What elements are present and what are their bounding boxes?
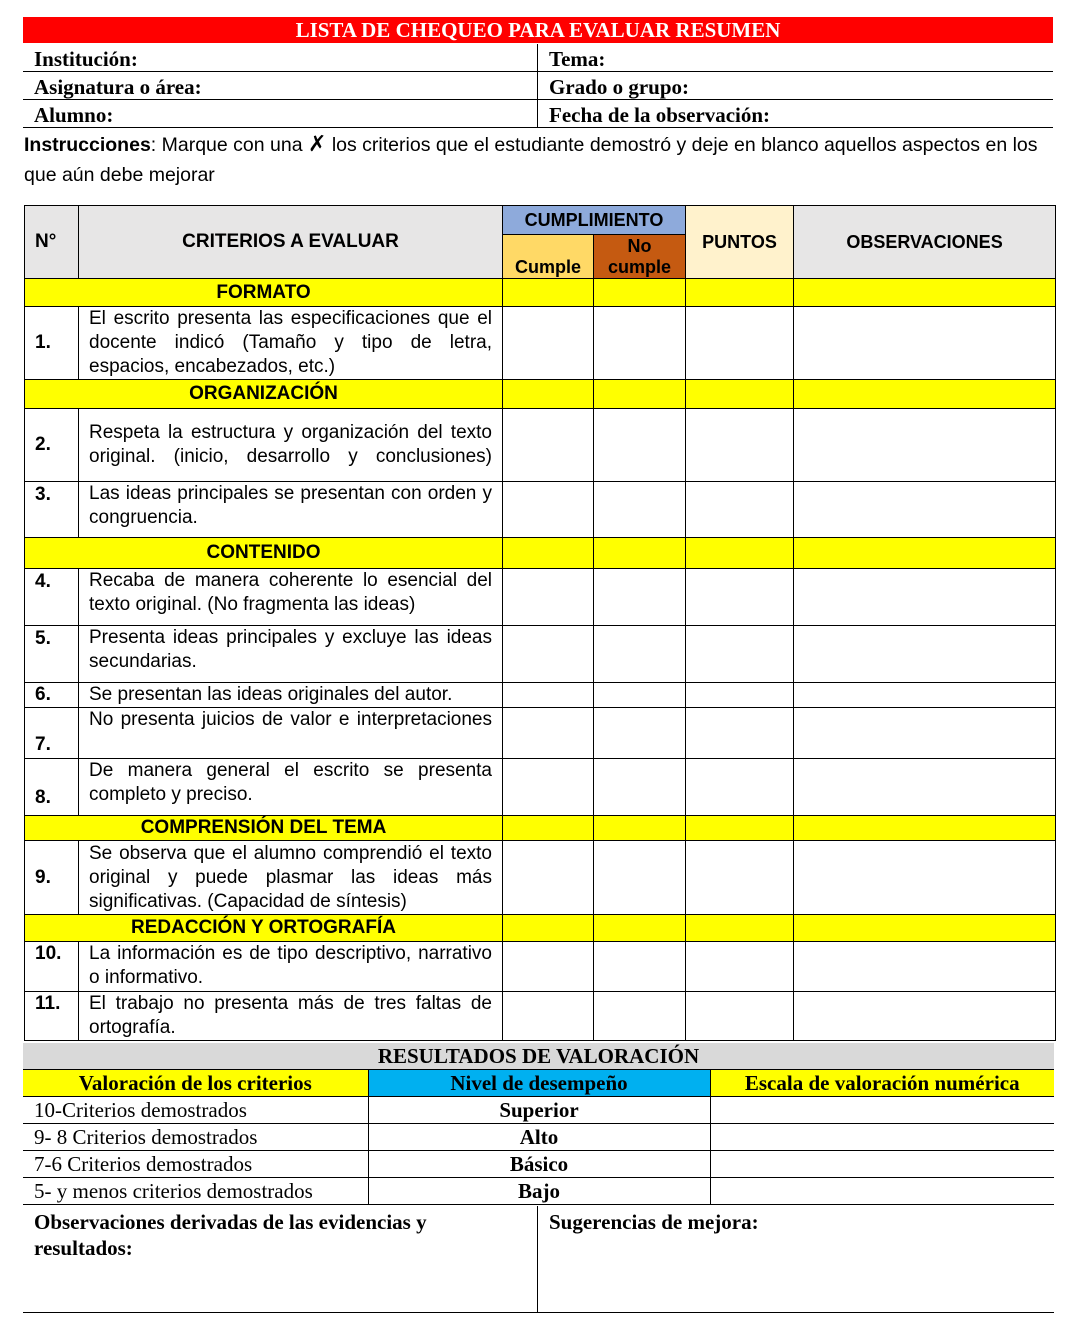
cumple-cell[interactable] (503, 380, 594, 409)
criterion-text: Respeta la estructura y organización del texto original. (inicio, desarrollo y conclusiones) (79, 409, 503, 482)
cumple-cell[interactable] (503, 915, 594, 942)
tema-field[interactable]: Tema: (538, 44, 1054, 72)
no-cumple-cell[interactable] (594, 915, 686, 942)
section-contenido: CONTENIDO (25, 538, 503, 569)
instructions-text-1: : Marque con una (150, 134, 308, 156)
observaciones-cell[interactable] (794, 538, 1056, 569)
puntos-cell[interactable] (686, 992, 794, 1041)
criterion-row (25, 569, 1056, 626)
instructions-text-2: los criterios que el estudiante demostró y deje en blanco aquellos aspectos en los que aún debe mejorar (24, 134, 1038, 186)
no-cumple-cell[interactable] (594, 841, 686, 915)
results-title: RESULTADOS DE VALORACIÓN (23, 1043, 1054, 1070)
instructions-label: Instrucciones (24, 134, 151, 156)
cumple-cell[interactable] (503, 992, 594, 1041)
observaciones-box[interactable] (23, 1206, 538, 1312)
puntos-cell[interactable] (686, 626, 794, 683)
observaciones-label: Observaciones derivadas de las evidencias y resultados: (34, 1210, 427, 1260)
observaciones-cell[interactable] (794, 482, 1056, 538)
criterion-row (25, 307, 1056, 380)
results-row (23, 1097, 1054, 1124)
section-row (25, 915, 1056, 942)
no-cumple-cell[interactable] (594, 307, 686, 380)
results-row (23, 1178, 1054, 1205)
no-cumple-cell[interactable] (594, 708, 686, 759)
header-observaciones: OBSERVACIONES (794, 206, 1056, 279)
criterion-row (25, 683, 1056, 708)
criterion-row (25, 841, 1056, 915)
puntos-cell[interactable] (686, 279, 794, 307)
criterion-number: 5. (25, 626, 79, 683)
cumple-cell[interactable] (503, 482, 594, 538)
cumple-cell[interactable] (503, 279, 594, 307)
observaciones-cell[interactable] (794, 409, 1056, 482)
observaciones-cell[interactable] (794, 683, 1056, 708)
criterion-text: Presenta ideas principales y excluye las ideas secundarias. (79, 626, 503, 683)
no-cumple-cell[interactable] (594, 538, 686, 569)
header-criterios: CRITERIOS A EVALUAR (79, 206, 503, 279)
observaciones-cell[interactable] (794, 626, 1056, 683)
puntos-cell[interactable] (686, 409, 794, 482)
puntos-cell[interactable] (686, 942, 794, 992)
form-title: LISTA DE CHEQUEO PARA EVALUAR RESUMEN (23, 17, 1053, 43)
observaciones-cell[interactable] (794, 569, 1056, 626)
criterion-number: 4. (25, 569, 79, 626)
criterion-number: 9. (25, 841, 79, 915)
criterion-row (25, 626, 1056, 683)
cumple-cell[interactable] (503, 538, 594, 569)
criterion-row (25, 708, 1056, 759)
cumple-cell[interactable] (503, 708, 594, 759)
grado-field[interactable]: Grado o grupo: (538, 72, 1054, 100)
header-info-table (23, 44, 1053, 128)
criterion-text: El escrito presenta las especificaciones que el docente indicó (Tamaño y tipo de letra, espacios, encabezados, etc.) (79, 307, 503, 380)
criterion-row (25, 942, 1056, 992)
puntos-cell[interactable] (686, 683, 794, 708)
no-cumple-cell[interactable] (594, 482, 686, 538)
no-cumple-cell[interactable] (594, 992, 686, 1041)
results-nivel: Básico (368, 1151, 710, 1178)
results-escala-cell[interactable] (710, 1097, 1054, 1124)
instructions (24, 129, 1054, 190)
criterion-text: No presenta juicios de valor e interpretaciones (79, 708, 503, 759)
section-row (25, 538, 1056, 569)
cumple-cell[interactable] (503, 841, 594, 915)
criterion-number: 3. (25, 482, 79, 538)
criterion-number: 8. (25, 759, 79, 816)
results-nivel: Alto (368, 1124, 710, 1151)
observaciones-cell[interactable] (794, 380, 1056, 409)
section-redaccion: REDACCIÓN Y ORTOGRAFÍA (25, 915, 503, 942)
observaciones-cell[interactable] (794, 915, 1056, 942)
criterion-number: 7. (25, 708, 79, 759)
results-header-escala: Escala de valoración numérica (710, 1070, 1054, 1097)
criterion-row (25, 759, 1056, 816)
section-organizacion: ORGANIZACIÓN (25, 380, 503, 409)
observaciones-cell[interactable] (794, 841, 1056, 915)
header-cumplimiento: CUMPLIMIENTO (503, 206, 686, 235)
observaciones-cell[interactable] (794, 992, 1056, 1041)
cumple-cell[interactable] (503, 307, 594, 380)
criterion-text: La información es de tipo descriptivo, narrativo o informativo. (79, 942, 503, 992)
results-header-criterios: Valoración de los criterios (23, 1070, 368, 1097)
criterion-number: 11. (25, 992, 79, 1041)
puntos-cell[interactable] (686, 759, 794, 816)
criterion-text: El trabajo no presenta más de tres faltas de ortografía. (79, 992, 503, 1041)
alumno-field[interactable]: Alumno: (23, 100, 538, 128)
bottom-notes (23, 1206, 1054, 1313)
results-table (23, 1043, 1054, 1205)
sugerencias-box[interactable] (538, 1206, 1054, 1312)
results-criterios: 7-6 Criterios demostrados (23, 1151, 368, 1178)
observaciones-cell[interactable] (794, 816, 1056, 841)
observaciones-cell[interactable] (794, 307, 1056, 380)
sugerencias-label: Sugerencias de mejora: (549, 1210, 759, 1234)
observaciones-cell[interactable] (794, 942, 1056, 992)
results-criterios: 9- 8 Criterios demostrados (23, 1124, 368, 1151)
criterion-text: Las ideas principales se presentan con orden y congruencia. (79, 482, 503, 538)
results-criterios: 10-Criterios demostrados (23, 1097, 368, 1124)
cumple-cell[interactable] (503, 683, 594, 708)
results-escala-cell[interactable] (710, 1178, 1054, 1205)
results-criterios: 5- y menos criterios demostrados (23, 1178, 368, 1205)
puntos-cell[interactable] (686, 816, 794, 841)
no-cumple-cell[interactable] (594, 409, 686, 482)
no-cumple-cell[interactable] (594, 759, 686, 816)
no-cumple-cell[interactable] (594, 380, 686, 409)
criterion-text: Se observa que el alumno comprendió el texto original y puede plasmar las ideas más significativas. (Capacidad de síntesis) (79, 841, 503, 915)
observaciones-cell[interactable] (794, 708, 1056, 759)
observaciones-cell[interactable] (794, 279, 1056, 307)
puntos-cell[interactable] (686, 569, 794, 626)
x-mark-icon: ✗ (307, 131, 327, 156)
cumple-cell[interactable] (503, 626, 594, 683)
no-cumple-cell[interactable] (594, 279, 686, 307)
institucion-field[interactable]: Institución: (23, 44, 538, 72)
puntos-cell[interactable] (686, 708, 794, 759)
cumple-cell[interactable] (503, 569, 594, 626)
criteria-table (24, 205, 1056, 1041)
results-header-nivel: Nivel de desempeño (368, 1070, 710, 1097)
section-row (25, 816, 1056, 841)
no-cumple-cell[interactable] (594, 683, 686, 708)
section-row (25, 380, 1056, 409)
header-puntos: PUNTOS (686, 206, 794, 279)
criterion-text: De manera general el escrito se presenta completo y preciso. (79, 759, 503, 816)
no-cumple-cell[interactable] (594, 569, 686, 626)
results-row (23, 1151, 1054, 1178)
no-cumple-cell[interactable] (594, 626, 686, 683)
puntos-cell[interactable] (686, 841, 794, 915)
results-nivel: Superior (368, 1097, 710, 1124)
section-row (25, 279, 1056, 307)
results-escala-cell[interactable] (710, 1151, 1054, 1178)
no-cumple-cell[interactable] (594, 816, 686, 841)
asignatura-field[interactable]: Asignatura o área: (23, 72, 538, 100)
results-row (23, 1124, 1054, 1151)
cumple-cell[interactable] (503, 759, 594, 816)
criterion-text: Se presentan las ideas originales del autor. (79, 683, 503, 708)
criterion-number: 10. (25, 942, 79, 992)
puntos-cell[interactable] (686, 307, 794, 380)
observaciones-cell[interactable] (794, 759, 1056, 816)
fecha-field[interactable]: Fecha de la observación: (538, 100, 1054, 128)
cumple-cell[interactable] (503, 942, 594, 992)
criterion-row (25, 992, 1056, 1041)
section-formato: FORMATO (25, 279, 503, 307)
results-escala-cell[interactable] (710, 1124, 1054, 1151)
criterion-text: Recaba de manera coherente lo esencial del texto original. (No fragmenta las ideas) (79, 569, 503, 626)
criterion-number: 6. (25, 683, 79, 708)
no-cumple-cell[interactable] (594, 942, 686, 992)
results-nivel: Bajo (368, 1178, 710, 1205)
cumple-cell[interactable] (503, 816, 594, 841)
criterion-row (25, 482, 1056, 538)
header-no-cumple: No cumple (594, 235, 686, 279)
puntos-cell[interactable] (686, 538, 794, 569)
cumple-cell[interactable] (503, 409, 594, 482)
criterion-number: 2. (25, 409, 79, 482)
puntos-cell[interactable] (686, 482, 794, 538)
header-cumple: Cumple (503, 235, 594, 279)
criterion-row (25, 409, 1056, 482)
section-comprension: COMPRENSIÓN DEL TEMA (25, 816, 503, 841)
header-num: N° (25, 206, 79, 279)
puntos-cell[interactable] (686, 915, 794, 942)
puntos-cell[interactable] (686, 380, 794, 409)
criterion-number: 1. (25, 307, 79, 380)
